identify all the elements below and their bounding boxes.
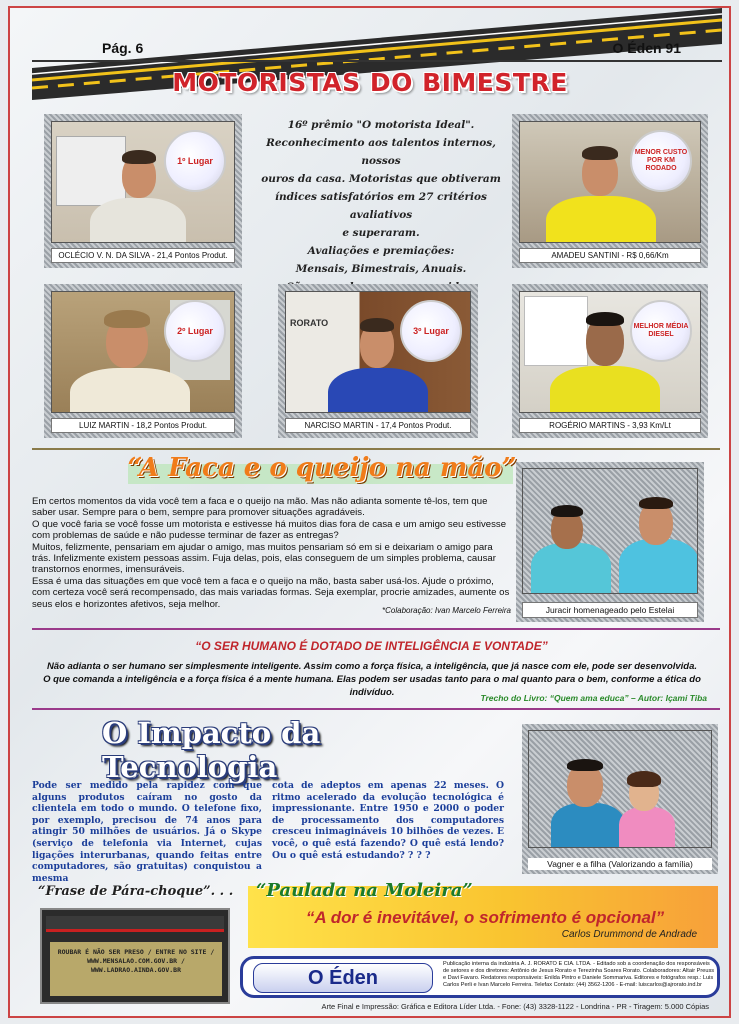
driver-card-2 [512, 114, 708, 268]
intro-text [250, 116, 512, 296]
driver-photo-1 [51, 121, 235, 243]
intro-line: e superaram. [342, 227, 420, 239]
intro-line: ouros da casa. Motoristas que obtiveram [261, 173, 501, 185]
juracir-photo [522, 468, 698, 594]
print-credit: Arte Final e Impressão: Gráfica e Editora Líder Ltda. - Fone: (43) 3328-1122 - Londrina - PR - Tiragem: 5.000 Cópias [321, 1002, 709, 1011]
driver-caption-3: LUIZ MARTIN - 18,2 Pontos Produt. [51, 418, 235, 433]
rorato-sign: RORATO [290, 318, 329, 328]
paulada-title: “Paulada na Moleira” [256, 880, 473, 901]
intro-line: índices satisfatórios em 27 critérios avaliativos [275, 191, 487, 221]
quote-title: “O SER HUMANO É DOTADO DE INTELIGÊNCIA E VONTADE” [195, 639, 548, 653]
frase-title: “Frase de Pára-choque”. . . [38, 884, 234, 899]
driver-caption-5: ROGÉRIO MARTINS - 3,93 Km/Lt [519, 418, 701, 433]
newsletter-page [8, 6, 731, 1018]
quote-source: Trecho do Livro: “Quem ama educa” – Autor: Içami Tiba [480, 693, 707, 703]
trophy-badge-1: 1º Lugar [164, 130, 226, 192]
tecnologia-title: O Impacto da Tecnologia [102, 716, 321, 784]
page-title: MOTORISTAS DO BIMESTRE [172, 68, 568, 97]
intro-line: Avaliações e premiações: [307, 245, 455, 257]
tecnologia-column-1: Pode ser medido pela rapidez com que alguns produtos caíram no gosto da clientela em todo o mundo. O telefone fixo, por exemplo, precisou de 74 anos para atingir 50 milhões de usuários. Já o Skype (serviço de telefonia via Internet, cujas ligações interurbanas, quando feitas entre computadores, são gratuitas) conquistou a mesma [32, 780, 262, 884]
faca-paragraph: Em certos momentos da vida você tem a faca e o queijo na mão. Mas não adianta somente tê-los, tem que saber usar. Sempre para o bem, sempre para promover situações agradáveis. [32, 496, 488, 519]
driver-caption-1: OCLÉCIO V. N. DA SILVA - 21,4 Pontos Produt. [51, 248, 235, 263]
driver-photo-4 [285, 291, 471, 413]
section-divider [32, 448, 720, 450]
driver-card-4 [278, 284, 478, 438]
intro-line: 16º prêmio "O motorista Ideal". [287, 119, 475, 131]
tecnologia-column-2: cota de adeptos em apenas 22 meses. O ritmo acelerado da evolução tecnológica é impressionante. Entre 1950 e 2000 o poder de processamento dos computadores cresceu inimagináveis 10 bilhões de vezes. E você, o quê está fazendo? O quê está lendo? Ou o quê está estudando? ? ? ? [272, 780, 504, 861]
driver-photo-3 [51, 291, 235, 413]
vagner-photo [528, 730, 712, 848]
trophy-badge-3: 2º Lugar [164, 300, 226, 362]
faca-paragraph: O que você faria se você fosse um motorista e estivesse há muitos dias fora de casa e um amigo seu estivesse com problemas de saúde e não pudesse terminar de fazer as entregas? [32, 518, 507, 542]
juracir-photo-card [516, 462, 704, 622]
vagner-caption: Vagner e a filha (Valorizando a família) [528, 858, 712, 870]
faca-title: “A Faca e o queijo na mão” [127, 453, 517, 483]
issue-label: O Éden 91 [612, 40, 681, 56]
faca-credit: *Colaboração: Ivan Marcelo Ferreira [382, 606, 511, 615]
driver-photo-5 [519, 291, 701, 413]
masthead-info: Publicação interna da indústria A. J. RORATO E CIA. LTDA. - Editado sob a coordenação dos responsáveis de setores e dos diretores: Antônio de Jesus Rorato e Terezinha Soares Rorato. Colaboradores: Altair Preuss e Davi Favaro. Redatores responsáveis: Enilda Pintro e Daniele Sommariva. Editores e fotógrafos resp.: Luis Carlos Perli e Ivan Marcelo Ferreira. Telefax Contato: (44) 3562-1206 - E-mail: luiscarlos@ajrorato.ind.br [443, 961, 715, 988]
juracir-caption: Juracir homenageado pelo Estelai [522, 602, 698, 618]
paulada-author: Carlos Drummond de Andrade [561, 929, 697, 940]
truck-bumper-photo [40, 908, 230, 1004]
page-number: Pág. 6 [102, 40, 144, 56]
intro-line: Reconhecimento aos talentos internos, nossos [266, 137, 496, 167]
quote-line: Não adianta o ser humano ser simplesmente inteligente. Assim como a força física, a inteligência, que já nasce com ele, pode ser desenvolvida. [46, 661, 698, 672]
driver-photo-2 [519, 121, 701, 243]
masthead-logo: O Éden [253, 963, 433, 993]
driver-caption-4: NARCISO MARTIN - 17,4 Pontos Produt. [285, 418, 471, 433]
masthead-box [240, 956, 720, 998]
intro-line: Mensais, Bimestrais, Anuais. [295, 263, 467, 275]
driver-card-1 [44, 114, 242, 268]
bumper-sign: ROUBAR É NÃO SER PRESO / ENTRE NO SITE / WWW.MENSALAO.COM.GOV.BR / WWW.LADRAO.AINDA.GOV.BR [50, 942, 222, 996]
section-divider [32, 628, 720, 630]
faca-paragraph: Muitos, felizmente, pensariam em ajudar o amigo, mas muitos pensariam só em si e deixariam o amigo para trás. Infelizmente existem pessoas assim. Fuja delas, pois, elas conseguem de um simples problema, causar transtornos enormes, imensuráveis. [32, 541, 496, 576]
header-rule [32, 60, 722, 62]
quote-line: O que comanda a inteligência e a força física é a mente humana. Elas podem ser usadas tanto para o mal quanto para o bem, conforme a ética do indivíduo. [43, 674, 701, 698]
driver-caption-2: AMADEU SANTINI - R$ 0,66/Km [519, 248, 701, 263]
trophy-badge-4: 3º Lugar [400, 300, 462, 362]
driver-card-3 [44, 284, 242, 438]
driver-card-5 [512, 284, 708, 438]
trophy-badge-2: MENOR CUSTO POR KM RODADO [630, 130, 692, 192]
trophy-badge-5: MELHOR MÉDIA DIESEL [630, 300, 692, 362]
faca-paragraph: Essa é uma das situações em que você tem a faca e o queijo na mão, basta saber usá-los. Ajude o próximo, com certeza você será recompensado, das mais variadas formas. Seja exemplar, procrie amizades, aumente os seus elos e horizontes afetivos, seja melhor. [32, 575, 510, 610]
vagner-photo-card [522, 724, 718, 874]
faca-article-body [32, 496, 514, 610]
section-divider [32, 708, 720, 710]
paulada-quote: “A dor é inevitável, o sofrimento é opcional” [305, 908, 665, 927]
